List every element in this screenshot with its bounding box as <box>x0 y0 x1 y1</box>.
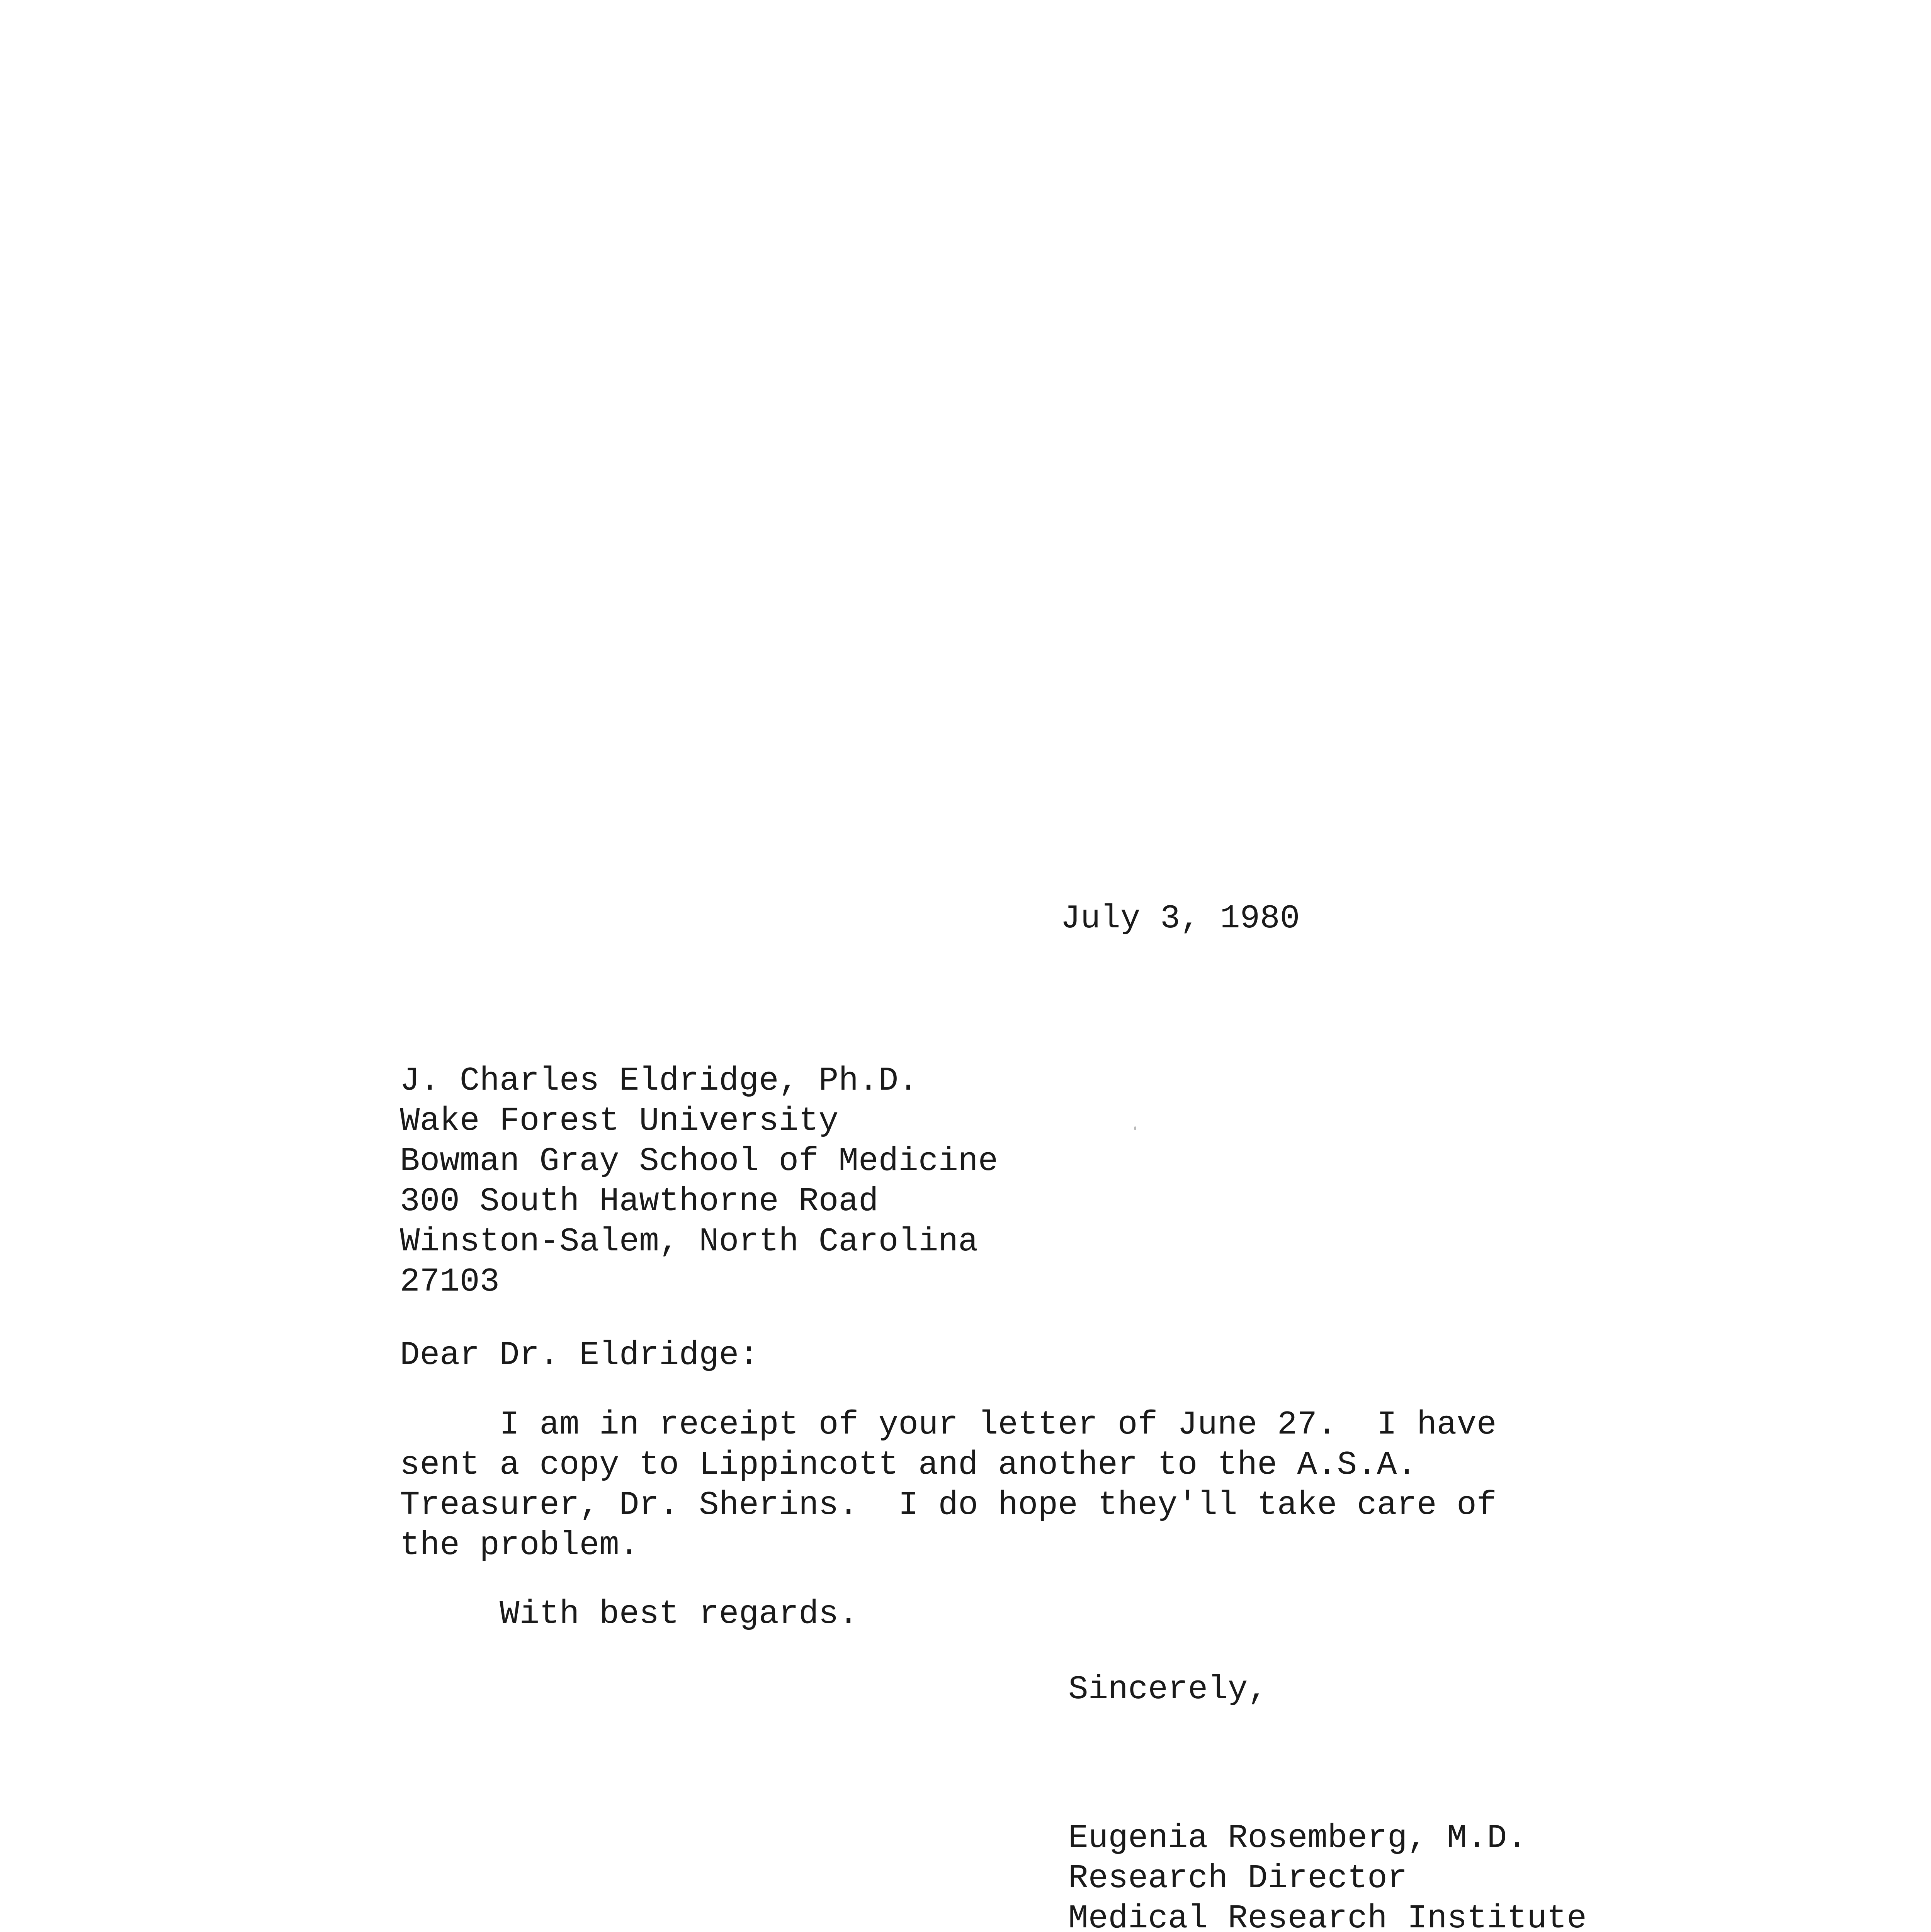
recipient-line: 27103 <box>400 1263 500 1301</box>
letter-date: July 3, 1980 <box>1061 900 1300 937</box>
salutation: Dear Dr. Eldridge: <box>400 1336 759 1374</box>
recipient-line: 300 South Hawthorne Road <box>400 1182 879 1220</box>
letter-body <box>400 1405 1496 1565</box>
signature-block <box>1068 1818 1587 1932</box>
recipient-address <box>400 1061 998 1302</box>
regards-line: With best regards. <box>400 1595 858 1633</box>
recipient-line: Wake Forest University <box>400 1102 839 1140</box>
paper-speck <box>1134 1126 1136 1130</box>
body-line: the problem. <box>400 1526 639 1564</box>
signature-line: Medical Research Institute <box>1068 1900 1587 1932</box>
signature-line: Eugenia Rosemberg, M.D. <box>1068 1819 1527 1857</box>
recipient-line: Bowman Gray School of Medicine <box>400 1142 998 1180</box>
body-line: Treasurer, Dr. Sherins. I do hope they'll take care of <box>400 1486 1497 1524</box>
signature-line: Research Director <box>1068 1859 1407 1897</box>
body-line: sent a copy to Lippincott and another to the A.S.A. <box>400 1446 1417 1484</box>
closing: Sincerely, <box>1068 1670 1268 1708</box>
recipient-line: J. Charles Eldridge, Ph.D. <box>400 1062 918 1100</box>
recipient-line: Winston-Salem, North Carolina <box>400 1223 978 1260</box>
body-line: I am in receipt of your letter of June 27. I have <box>400 1406 1497 1444</box>
